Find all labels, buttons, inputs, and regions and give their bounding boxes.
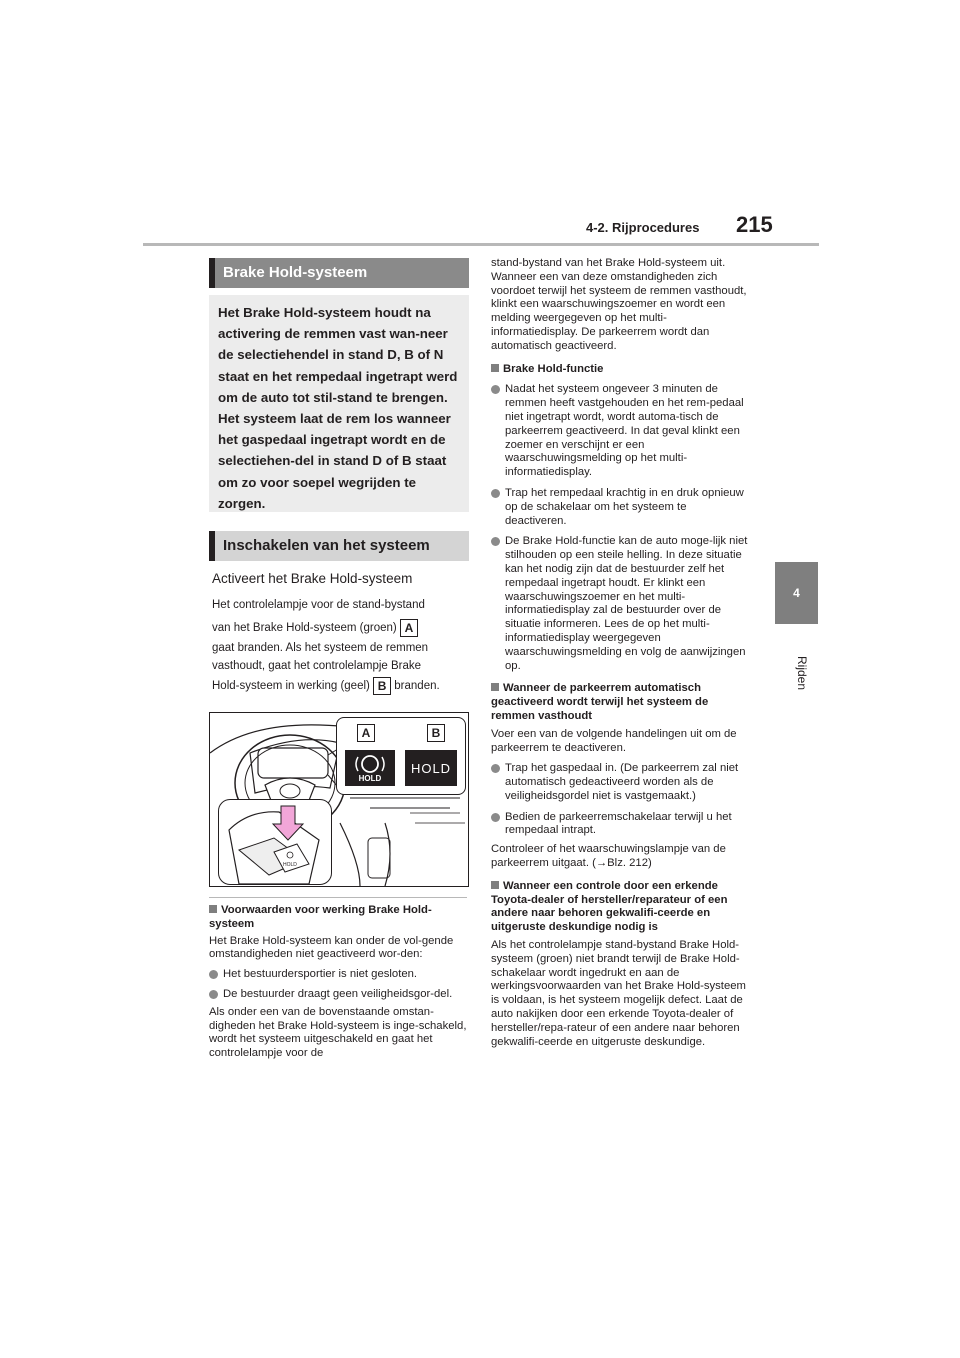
switch-zoom <box>218 799 332 885</box>
bullet-item: Trap het gaspedaal in. (De parkeerrem zal niet automatisch gedeactiveerd worden als de veiligheidsgordel niet is vastgemaakt.) <box>491 762 751 803</box>
intro-text: Het Brake Hold-systeem houdt na activering de remmen vast wan-neer de selectiehendel in stand D, B of N staat en het rempedaal ingetrapt werd om de auto tot stil-stand te brengen. Het systeem laat de rem los wanneer het gaspedaal ingetrapt wordt en de selectiehen-del in stand D of B staat om zo voor soepel wegrijden te zorgen. <box>218 305 458 511</box>
indicator-label: HOLD <box>358 774 382 783</box>
section-title: 4-2. Rijprocedures <box>586 220 700 235</box>
bullet-item: Nadat het systeem ongeveer 3 minuten de remmen heeft vastgehouden en het rem-pedaal niet ingetrapt wordt, wordt automa-tisch de parkeerrem geactiveerd. In dat geval klinkt een zoemer en verschijnt er een waarschuwingsmelding op het multi-informatiedisplay. <box>491 383 751 480</box>
dashboard-illustration <box>209 712 469 887</box>
section-heading-activate <box>209 531 469 561</box>
continued-text: stand-bystand van het Brake Hold-systeem uit. Wanneer een van deze omstandigheden zich voordoet terwijl het systeem de remmen vasthoudt, klinkt een waarschuwingszoemer en wordt een melding weergegeven op het multi-informatiedisplay. De parkeerrem wordt dan automatisch geactiveerd. <box>491 257 747 352</box>
chapter-label: Rijden <box>795 656 809 691</box>
dealer-heading: Wanneer een controle door een erkende Toyota-dealer of hersteller/reparateur of een andere naar behoren gekwalifi-ceerde en uitgeruste deskundige nodig is <box>491 879 728 934</box>
page-number: 215 <box>736 212 773 237</box>
conditions-after: Als onder een van de bovenstaande omstan-digheden het Brake Hold-systeem is inge-schakeld, wordt het systeem uitgeschakeld en gaat het controlelampje voor de <box>209 1005 467 1060</box>
callout-letter-b: B <box>373 677 391 695</box>
bullet-item: De bestuurder draagt geen veiligheidsgor-del. <box>209 988 469 1002</box>
step-title: Activeert het Brake Hold-systeem <box>212 571 413 586</box>
text-fragment: branden. <box>394 680 440 692</box>
conditions-text: Het Brake Hold-systeem kan onder de vol-gende omstandigheden niet geactiveerd wor-den: <box>209 934 454 961</box>
hold-standby-indicator <box>345 750 395 786</box>
conditions-heading: Voorwaarden voor werking Brake Hold-systeem <box>209 904 432 930</box>
parking-text: Voer een van de volgende handelingen uit om de parkeerrem te deactiveren. <box>491 727 737 754</box>
heading-text: Brake Hold-systeem <box>223 264 368 281</box>
indicator-callout <box>336 717 466 795</box>
square-bullet-icon <box>209 905 217 913</box>
bullet-item: De Brake Hold-functie kan de auto moge-lijk niet stilhouden op een steile helling. In deze situatie kan het nodig zijn dat de bestuurder zelf het rempedaal ingetrapt houdt. Er klinkt een waarschuwingszoemer en het multi-informatiedisplay zal de bestuurder over de situatie informeren. Lees de op het multi-informatiedisplay weergegeven waarschuwingsmelding en volg de aanwijzingen op. <box>491 535 751 673</box>
header-rule <box>143 243 819 246</box>
divider <box>209 897 467 898</box>
text-fragment: van het Brake Hold-systeem (groen) <box>212 622 397 634</box>
chapter-tab[interactable]: 4 <box>775 562 818 624</box>
dealer-text: Als het controlelampje stand-bystand Brake Hold-systeem (groen) niet brandt terwijl de Brake Hold-schakelaar wordt ingedrukt en aan de werkingsvoorwaarden van het Brake Hold-systeem is voldaan, is het systeem mogelijk defect. Laat de auto nakijken door een erkende Toyota-dealer of hersteller/repa-rateur of een andere naar behoren gekwalifi-ceerde en uitgeruste deskundige. <box>491 939 746 1048</box>
square-bullet-icon <box>491 364 499 372</box>
press-arrow-icon <box>273 806 303 840</box>
bullet-item: Trap het rempedaal krachtig in en druk opnieuw op de schakelaar om het systeem te deactiveren. <box>491 487 751 528</box>
text-line <box>212 618 472 638</box>
switch-label: HOLD <box>283 862 297 868</box>
function-heading: Brake Hold-functie <box>491 363 751 377</box>
text-line: vasthoudt, gaat het controlelampje Brake <box>212 660 422 672</box>
text-line <box>212 676 472 696</box>
parking-after: Controleer of het waarschuwingslampje van de parkeerrem uitgaat. (→Blz. 212) <box>491 843 726 870</box>
bullet-item: Het bestuurdersportier is niet gesloten. <box>209 968 469 982</box>
text-line: Het controlelampje voor de stand-bystand <box>212 599 425 611</box>
parking-heading: Wanneer de parkeerrem automatisch geactiveerd wordt terwijl het systeem de remmen vasthoudt <box>491 682 709 722</box>
callout-letter-a: A <box>357 724 375 742</box>
square-bullet-icon <box>491 881 499 889</box>
text-fragment: Hold-systeem in werking (geel) <box>212 680 370 692</box>
heading-text: Inschakelen van het systeem <box>223 537 430 554</box>
heading-accent-bar <box>209 531 215 561</box>
right-column <box>491 257 751 1049</box>
section-heading-brake-hold <box>209 258 469 288</box>
hold-active-indicator <box>405 750 457 786</box>
callout-letter-b: B <box>427 724 445 742</box>
square-bullet-icon <box>491 683 499 691</box>
indicator-label: HOLD <box>410 761 452 776</box>
text-line: gaat branden. Als het systeem de remmen <box>212 642 429 654</box>
intro-box <box>209 295 469 512</box>
conditions-block <box>209 904 469 1061</box>
heading-accent-bar <box>209 258 215 288</box>
switch-drawing <box>219 800 331 884</box>
callout-letter-a: A <box>400 619 418 637</box>
bullet-item: Bedien de parkeerremschakelaar terwijl u het rempedaal intrapt. <box>491 811 751 839</box>
